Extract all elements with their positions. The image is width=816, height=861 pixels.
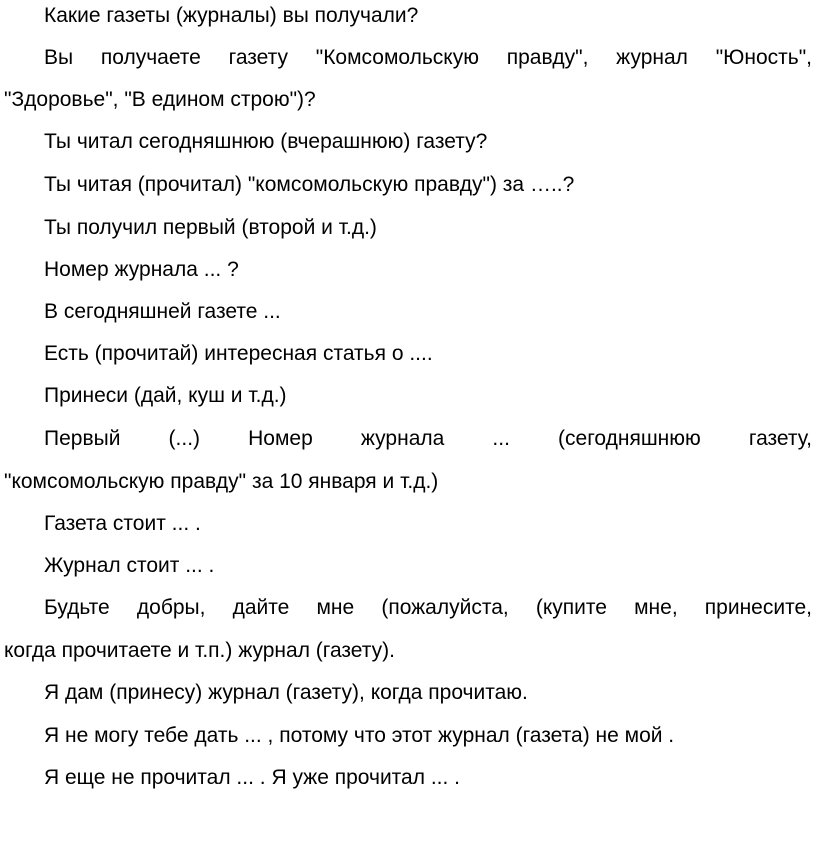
text-line-12: "комсомольскую правду" за 10 января и т.д.)	[4, 470, 439, 493]
text-line-2: Вы получаете газету "Комсомольскую правду", журнал "Юность",	[44, 46, 812, 69]
text-line-18: Я не могу тебе дать ... , потому что этот журнал (газета) не мой .	[44, 724, 675, 747]
text-line-10: Принеси (дай, куш и т.д.)	[44, 384, 287, 407]
text-line-11: Первый (...) Номер журнала ... (сегодняшнюю газету,	[44, 427, 812, 450]
text-line-17: Я дам (принесу) журнал (газету), когда прочитаю.	[44, 681, 528, 704]
text-line-6: Ты получил первый (второй и т.д.)	[44, 216, 377, 239]
text-line-8: В сегодняшней газете ...	[44, 300, 281, 323]
text-line-9: Есть (прочитай) интересная статья о ....	[44, 342, 433, 365]
text-line-19: Я еще не прочитал ... . Я уже прочитал ... .	[44, 766, 461, 789]
text-line-4: Ты читал сегодняшнюю (вчерашнюю) газету?	[44, 130, 488, 153]
text-line-5: Ты читая (прочитал) "комсомольскую правду") за …..?	[44, 173, 575, 196]
text-line-7: Номер журнала ... ?	[44, 258, 239, 281]
text-line-14: Журнал стоит ... .	[44, 554, 215, 577]
text-line-16: когда прочитаете и т.п.) журнал (газету).	[4, 639, 395, 662]
text-line-1: Какие газеты (журналы) вы получали?	[44, 4, 419, 27]
text-line-3: "Здоровье", "В едином строю")?	[4, 88, 316, 111]
text-line-15: Будьте добры, дайте мне (пожалуйста, (купите мне, принесите,	[44, 596, 812, 619]
text-line-13: Газета стоит ... .	[44, 512, 201, 535]
